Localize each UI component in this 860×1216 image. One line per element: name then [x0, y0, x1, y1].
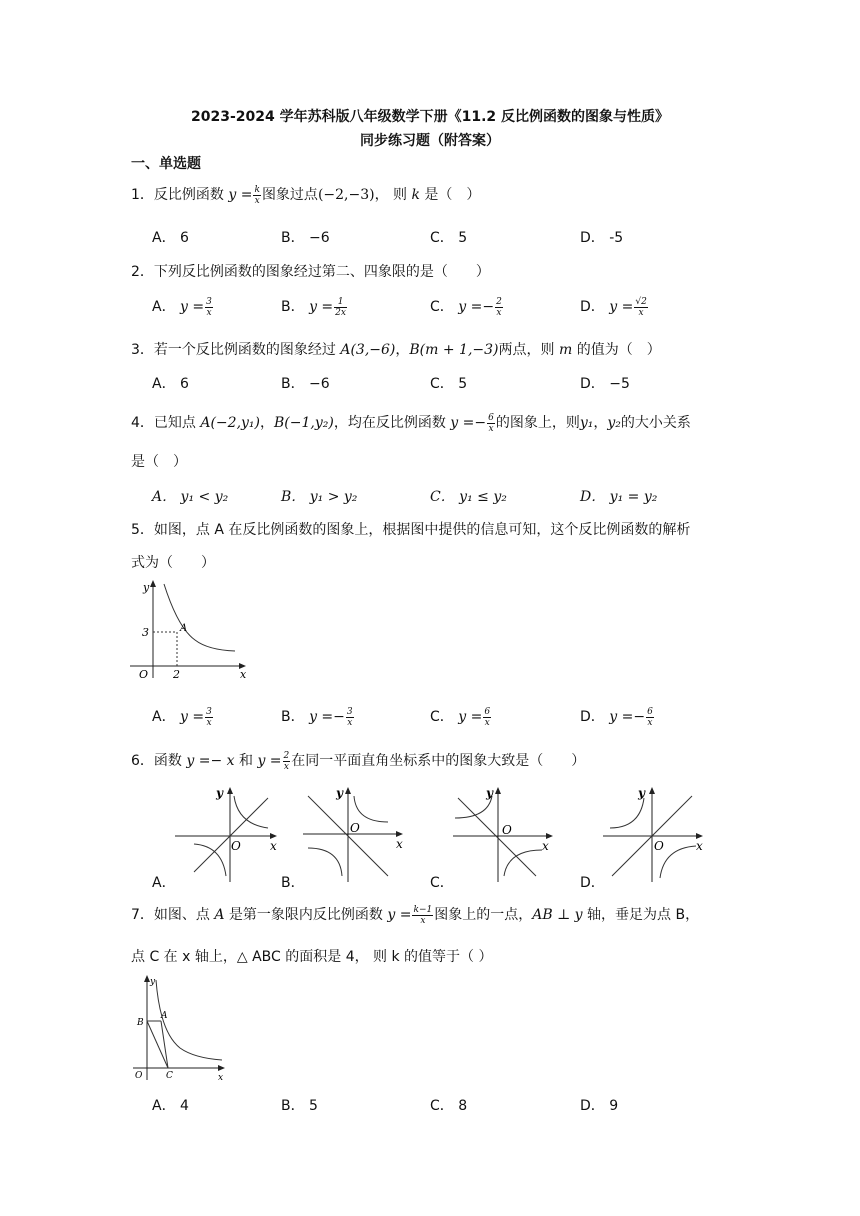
option-label: B．	[281, 299, 305, 315]
q1-option-b[interactable]: B． −6	[281, 230, 330, 246]
function-expression: y =	[180, 709, 205, 725]
option-label: C．	[430, 709, 454, 725]
axis-y-label: y	[143, 581, 150, 594]
perpendicular-expression: AB ⊥ y	[532, 907, 583, 923]
fraction	[253, 185, 260, 206]
q7-graph	[130, 972, 230, 1082]
q6-graph-c[interactable]	[450, 784, 562, 884]
function-expression: y =− x	[186, 753, 235, 769]
fraction-numerator: 6	[484, 706, 491, 717]
fraction	[346, 707, 354, 728]
q3-option-a[interactable]: A． 6	[152, 376, 189, 392]
option-label: B．	[281, 709, 305, 725]
function-expression: y =	[180, 299, 205, 315]
fraction	[646, 707, 654, 728]
fraction-numerator: 3	[206, 296, 212, 307]
point-a: A	[214, 907, 225, 923]
stem-text: 的图象上，则	[495, 415, 580, 431]
section-heading: 一、单选题	[131, 156, 201, 172]
q6-graph-b[interactable]	[300, 784, 412, 884]
option-label: C．	[430, 299, 454, 315]
fraction	[334, 297, 347, 318]
option-label: D．	[580, 299, 605, 315]
function-expression: y =	[309, 299, 334, 315]
q6-option-d[interactable]: D．	[580, 875, 605, 891]
stem-text: 轴，垂足为点 B，	[582, 907, 700, 923]
origin-label: O	[654, 839, 664, 853]
q4-option-c[interactable]: C． y₁ ≤ y₂	[430, 489, 507, 505]
function-expression: y =−	[450, 415, 487, 431]
variable-y2: y₂	[607, 415, 621, 431]
q1-option-d[interactable]: D． -5	[580, 230, 624, 246]
stem-text: 的大小关系	[620, 415, 691, 431]
fraction-denominator: x	[254, 195, 260, 206]
fraction-denominator: x	[484, 717, 490, 728]
separator: ，	[260, 415, 275, 431]
fraction-denominator: x	[283, 761, 289, 772]
q5-option-d[interactable]	[580, 706, 655, 728]
question-5-stem-line2: 式为（ ）	[131, 555, 215, 571]
question-5-stem: 5．如图，点 A 在反比例函数的图象上，根据图中提供的信息可知，这个反比例函数的解析	[131, 522, 691, 538]
question-6-stem	[131, 750, 585, 772]
stem-text: 在同一平面直角坐标系中的图象大致是（ ）	[291, 753, 586, 769]
option-label: A．	[152, 299, 176, 315]
q3-option-b[interactable]: B． −6	[281, 376, 330, 392]
axis-x-label: x	[240, 668, 247, 680]
origin-label: O	[231, 839, 241, 853]
fraction	[487, 413, 495, 434]
question-4-stem-line2: 是（ ）	[131, 454, 187, 470]
axis-y-label: y	[150, 977, 156, 987]
point-b: B(m + 1,−3)	[409, 342, 499, 358]
question-3-stem	[131, 339, 661, 359]
fraction-denominator: x	[638, 307, 644, 318]
fraction-denominator: x	[206, 307, 212, 318]
q4-option-a[interactable]: A． y₁ < y₂	[152, 489, 229, 505]
q7-option-c[interactable]: C． 8	[430, 1098, 468, 1114]
function-expression: y =−	[309, 709, 345, 725]
function-expression: y =	[387, 907, 412, 923]
option-label: A．	[152, 709, 176, 725]
stem-text: 图象过点	[261, 187, 318, 203]
stem-text: 是（ ）	[419, 187, 481, 203]
function-expression: y =	[458, 709, 483, 725]
q5-option-b[interactable]	[281, 706, 355, 728]
stem-text: 图象上的一点，	[434, 907, 533, 923]
axis-x-label: x	[396, 837, 403, 851]
origin-label: O	[350, 821, 360, 835]
axis-x-label: x	[218, 1073, 224, 1082]
point-coordinates: (−2,−3)	[317, 187, 375, 203]
doc-title-line2: 同步练习题（附答案）	[360, 133, 500, 149]
point-a: A(−2,y₁)	[200, 415, 261, 431]
point-a-label: A	[180, 623, 188, 634]
function-expression: y =−	[609, 709, 646, 725]
fraction-numerator: 2	[283, 750, 290, 761]
fraction-denominator: x	[347, 717, 353, 728]
question-1-stem	[131, 184, 480, 206]
option-label: D．	[580, 709, 605, 725]
fraction-numerator: 1	[334, 297, 347, 308]
fraction-numerator: 2	[496, 296, 502, 307]
fraction-denominator: x	[496, 307, 502, 318]
axis-y-label: y	[638, 786, 645, 800]
stem-text: 两点，则	[498, 342, 559, 358]
fraction-denominator: x	[647, 717, 653, 728]
q6-option-b[interactable]: B．	[281, 875, 305, 891]
separator: ，	[395, 342, 410, 358]
stem-text: 7．如图、点	[131, 907, 215, 923]
q6-graph-d[interactable]	[600, 784, 712, 884]
q2-option-a[interactable]	[152, 296, 214, 318]
q6-option-a[interactable]: A．	[152, 875, 176, 891]
variable-y1: y₁	[579, 415, 594, 431]
q7-option-a[interactable]: A． 4	[152, 1098, 189, 1114]
fraction	[205, 707, 213, 728]
question-7-stem	[131, 904, 699, 926]
stem-text: 是第一象限内反比例函数	[224, 907, 388, 923]
axis-x-label: x	[696, 839, 703, 853]
q7-option-b[interactable]: B． 5	[281, 1098, 318, 1114]
stem-text: 6．函数	[131, 753, 187, 769]
function-expression: y =	[257, 753, 282, 769]
point-a-label: A	[161, 1011, 168, 1021]
q2-option-b[interactable]	[281, 296, 348, 318]
fraction	[205, 297, 213, 318]
axis-y-label: y	[216, 786, 223, 800]
point-c-label: C	[166, 1071, 173, 1081]
question-4-stem	[131, 412, 691, 434]
fraction	[412, 905, 433, 926]
axis-y-label: y	[486, 786, 493, 800]
q5-graph	[130, 578, 250, 680]
stem-text: ，均在反比例函数	[333, 415, 451, 431]
function-expression: y =−	[458, 299, 495, 315]
point-a: A(3,−6)	[340, 342, 396, 358]
fraction-numerator: √2	[635, 296, 647, 307]
origin-label: O	[139, 668, 149, 680]
separator: ，	[593, 415, 608, 431]
axis-x-label: x	[270, 839, 277, 853]
doc-title-line1: 2023-2024 学年苏科版八年级数学下册《11.2 反比例函数的图象与性质》	[190, 109, 670, 125]
q7-option-d[interactable]: D． 9	[580, 1098, 619, 1114]
question-2-stem: 2．下列反比例函数的图象经过第二、四象限的是（ ）	[131, 264, 490, 280]
q3-option-c[interactable]: C． 5	[430, 376, 468, 392]
stem-text: 反比例函数	[153, 187, 229, 203]
fraction-numerator: 6	[647, 706, 653, 717]
stem-text: 的值为（ ）	[572, 342, 661, 358]
question-7-stem-line2: 点 C 在 x 轴上，△ ABC 的面积是 4， 则 k 的值等于（ ）	[131, 949, 493, 965]
q3-option-d[interactable]: D． −5	[580, 376, 630, 392]
fraction-denominator: 2x	[335, 307, 346, 318]
stem-text: ， 则	[374, 187, 412, 203]
fraction-numerator: 6	[488, 412, 494, 423]
point-b-label: B	[137, 1018, 144, 1028]
q1-option-c[interactable]: C． 5	[430, 230, 468, 246]
fraction-denominator: x	[420, 915, 426, 926]
fraction	[483, 707, 491, 728]
axis-y-label: y	[336, 786, 343, 800]
fraction-numerator: k−1	[413, 904, 433, 915]
fraction-numerator: 3	[346, 706, 353, 717]
q2-option-c[interactable]	[430, 296, 504, 318]
fraction-numerator: k	[254, 184, 260, 195]
q5-option-c[interactable]	[430, 706, 492, 728]
fraction	[634, 297, 647, 318]
variable-k: k	[411, 187, 420, 203]
fraction-denominator: x	[488, 423, 494, 434]
variable-m: m	[558, 342, 573, 358]
axis-x-label: x	[542, 839, 549, 853]
q5-option-a[interactable]	[152, 706, 214, 728]
stem-text: 3．若一个反比例函数的图象经过	[131, 342, 341, 358]
q1-option-a[interactable]: A． 6	[152, 230, 189, 246]
q4-option-d[interactable]: D． y₁ = y₂	[580, 489, 658, 505]
origin-label: O	[135, 1071, 143, 1081]
q2-option-d[interactable]	[580, 296, 649, 318]
point-b: B(−1,y₂)	[274, 415, 334, 431]
tick-label-2: 2	[173, 668, 180, 680]
question-number: 1．	[131, 187, 154, 203]
fraction	[283, 751, 291, 772]
function-expression: y =	[609, 299, 634, 315]
fraction-denominator: x	[206, 717, 212, 728]
stem-text: 4．已知点	[131, 415, 201, 431]
fraction-numerator: 3	[206, 706, 212, 717]
q6-graph-a[interactable]	[172, 784, 284, 884]
stem-text: 和	[234, 753, 258, 769]
tick-label-3: 3	[142, 626, 149, 639]
origin-label: O	[502, 823, 512, 837]
q6-option-c[interactable]: C．	[430, 875, 454, 891]
q4-option-b[interactable]: B． y₁ > y₂	[281, 489, 358, 505]
fraction	[495, 297, 503, 318]
function-expression: y =	[228, 187, 253, 203]
